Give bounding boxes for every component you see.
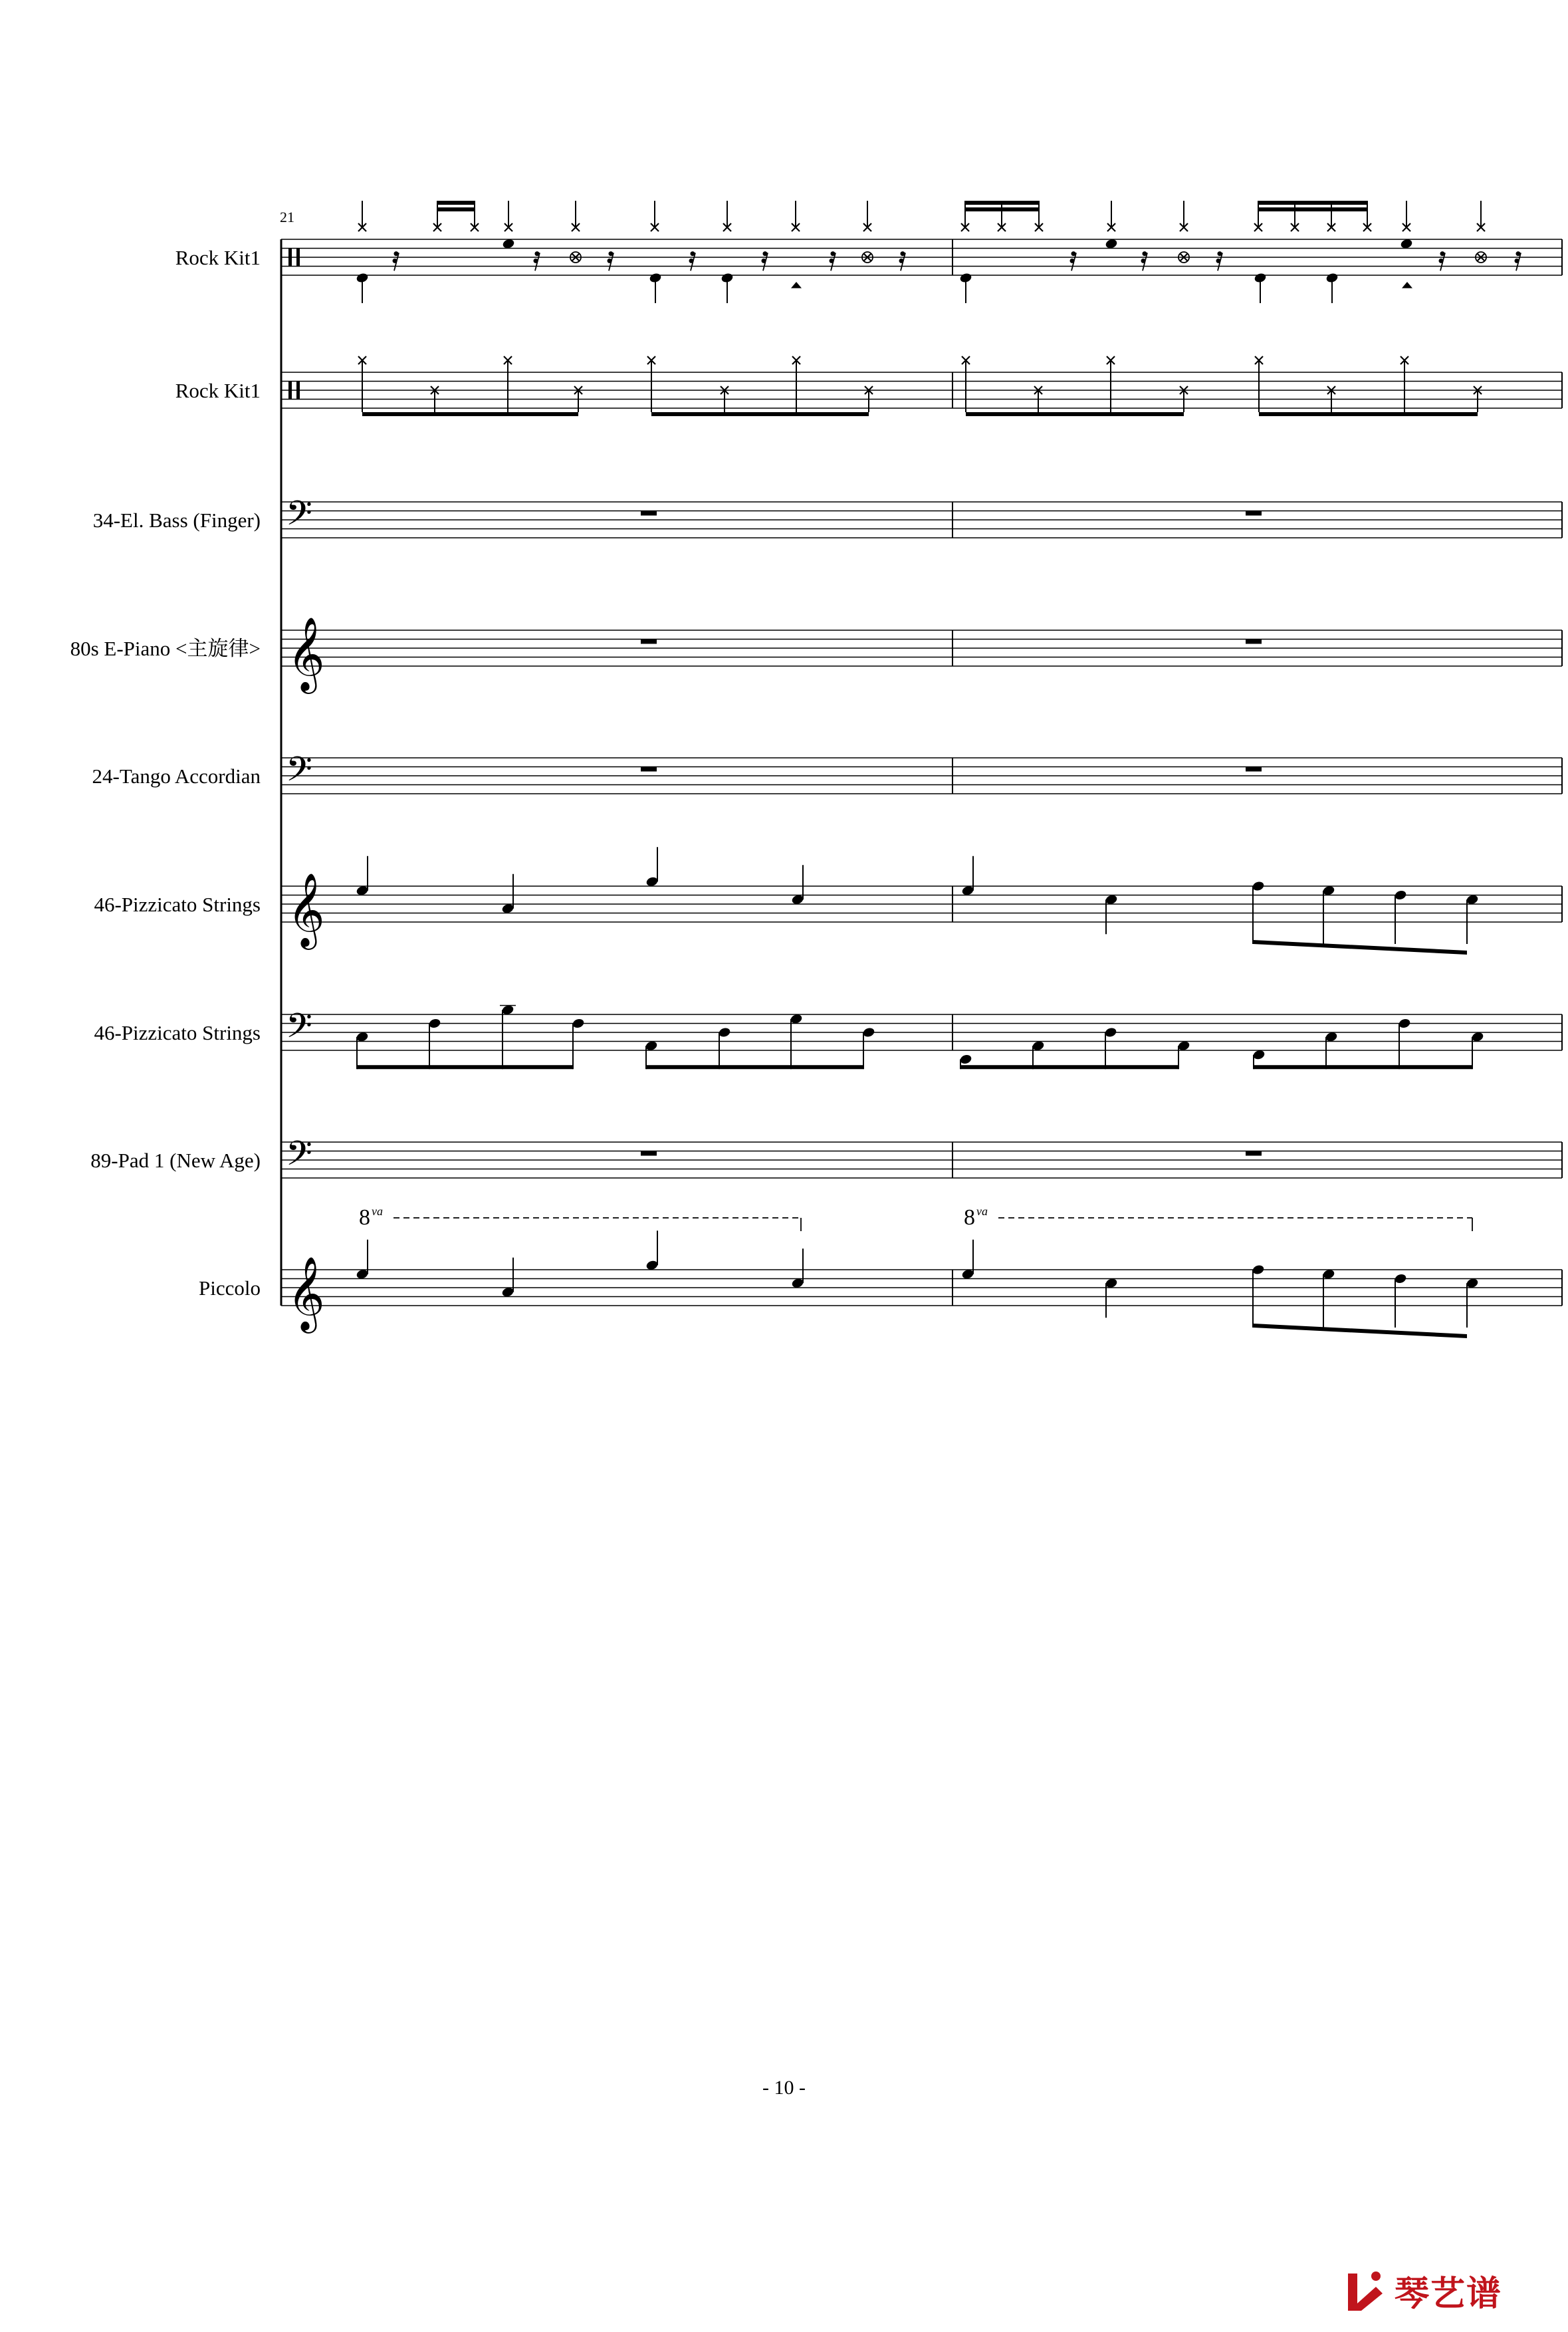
beam (960, 1065, 1178, 1069)
instrument-name: 80s E-Piano <主旋律> (70, 637, 261, 660)
drum-tom-notehead (791, 282, 802, 289)
instrument-name: Piccolo (199, 1276, 261, 1300)
sixteenth-rest (1439, 251, 1446, 271)
beam (362, 412, 578, 416)
drum-tom-notehead (1402, 282, 1412, 289)
beam (357, 1065, 573, 1069)
instrument-name: 34-El. Bass (Finger) (92, 509, 261, 532)
measure-number: 21 (280, 209, 294, 225)
staff-pad (281, 1133, 1562, 1182)
staff-pizz2 (281, 1006, 1562, 1054)
sixteenth-rest (689, 251, 696, 271)
sixteenth-rest (1216, 251, 1223, 271)
staff-epiano (281, 616, 1562, 694)
sixteenth-rest (762, 251, 768, 271)
octave-suffix: va (976, 1205, 988, 1218)
octave-suffix: va (372, 1205, 383, 1218)
instrument-name: 46-Pizzicato Strings (94, 893, 261, 916)
beam (966, 412, 1184, 416)
beam (437, 207, 475, 211)
sixteenth-rest (534, 251, 540, 271)
brand-logo (1343, 2260, 1542, 2320)
sixteenth-rest (830, 251, 836, 271)
instrument-name: 24-Tango Accordian (92, 764, 261, 788)
bass-clef-icon: 𝄢 (286, 1005, 312, 1054)
sixteenth-rest (1515, 251, 1521, 271)
whole-rest (1246, 511, 1262, 516)
instrument-name: 89-Pad 1 (New Age) (90, 1149, 261, 1172)
staff-drums1 (281, 239, 1562, 275)
percussion-clef-icon (296, 249, 300, 267)
treble-clef-icon: 𝄞 (287, 616, 325, 691)
percussion-clef-icon (288, 382, 292, 400)
beam (1253, 1324, 1467, 1338)
sixteenth-rest (393, 251, 399, 271)
beam (651, 412, 869, 416)
beam (1258, 207, 1367, 211)
percussion-clef-icon (288, 249, 292, 267)
beam (1254, 1065, 1472, 1069)
sixteenth-rest (899, 251, 906, 271)
staff-drums2 (281, 372, 1562, 408)
instrument-name: Rock Kit1 (175, 246, 261, 269)
staff-bass (281, 493, 1562, 542)
beam (437, 201, 475, 205)
beam (1253, 940, 1467, 955)
beam (965, 201, 1039, 205)
beam (1258, 201, 1367, 205)
brand-logo-icon (1343, 2267, 1389, 2313)
whole-rest (641, 1151, 657, 1156)
beam (646, 1065, 863, 1069)
page-number: - 10 - (762, 2077, 806, 2099)
whole-rest (1246, 767, 1262, 772)
instrument-name: 46-Pizzicato Strings (94, 1021, 261, 1044)
bass-clef-icon: 𝄢 (286, 1133, 312, 1182)
sixteenth-rest (1070, 251, 1077, 271)
beam (1259, 412, 1478, 416)
whole-rest (641, 511, 657, 516)
octave-mark: 8 (964, 1205, 975, 1230)
bass-clef-icon: 𝄢 (286, 749, 312, 798)
whole-rest (641, 767, 657, 772)
staff-pizz1 (281, 872, 1562, 950)
sixteenth-rest (1141, 251, 1148, 271)
treble-clef-icon: 𝄞 (287, 872, 325, 947)
staff-accordion (281, 749, 1562, 798)
beam (965, 207, 1039, 211)
staff-piccolo (281, 1256, 1562, 1334)
whole-rest (641, 640, 657, 644)
octave-mark: 8 (359, 1205, 370, 1230)
whole-rest (1246, 1151, 1262, 1156)
brand-name: 琴艺谱 (1395, 2274, 1503, 2314)
sixteenth-rest (608, 251, 614, 271)
bass-clef-icon: 𝄢 (286, 493, 312, 542)
whole-rest (1246, 640, 1262, 644)
percussion-clef-icon (296, 382, 300, 400)
instrument-name: Rock Kit1 (175, 379, 261, 402)
treble-clef-icon: 𝄞 (287, 1256, 325, 1330)
